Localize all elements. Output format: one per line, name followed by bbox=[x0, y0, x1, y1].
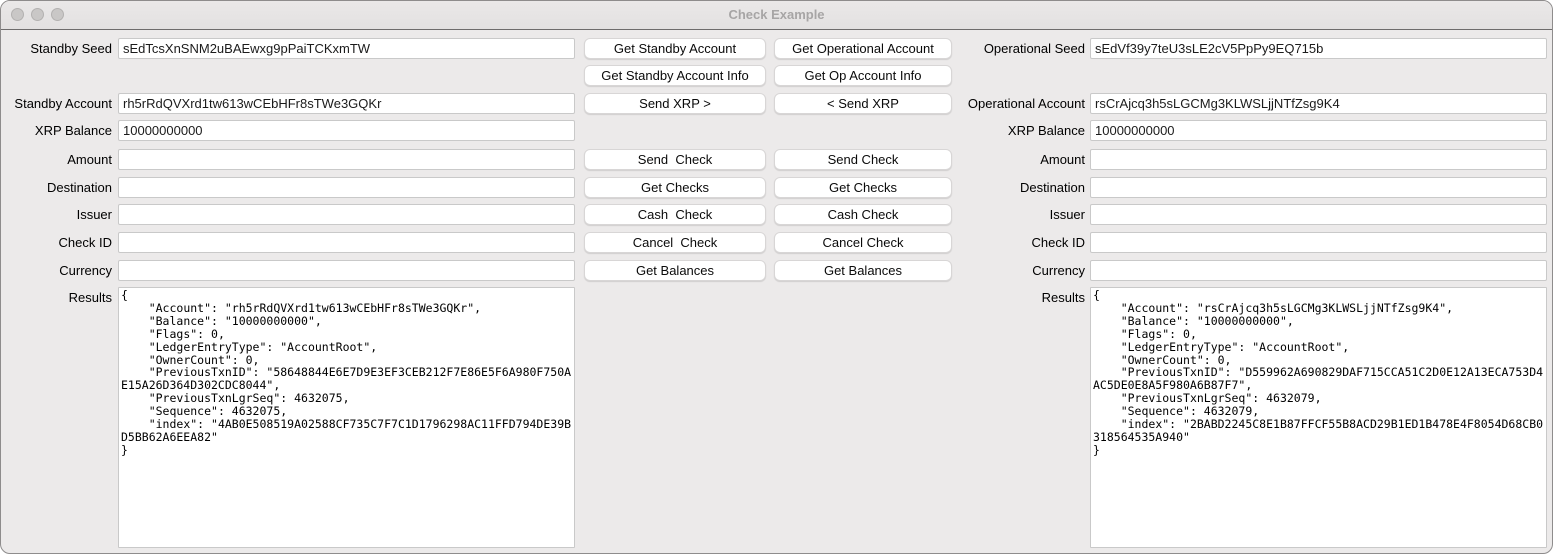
row-amount bbox=[1, 149, 1552, 170]
row-balance bbox=[1, 120, 1552, 141]
operational-amount-field[interactable] bbox=[1090, 149, 1547, 170]
operational-check-id-field[interactable] bbox=[1090, 232, 1547, 253]
standby-currency-field[interactable] bbox=[118, 260, 575, 281]
row-results bbox=[1, 287, 1552, 548]
operational-balance-field[interactable] bbox=[1090, 120, 1547, 141]
standby-check-id-label: Check ID bbox=[58, 235, 112, 250]
standby-destination-field[interactable] bbox=[118, 177, 575, 198]
operational-account-field[interactable] bbox=[1090, 93, 1547, 114]
row-destination bbox=[1, 177, 1552, 198]
operational-results-label: Results bbox=[1041, 290, 1085, 305]
operational-send-check-button[interactable]: Send Check bbox=[774, 149, 952, 170]
operational-seed-label: Operational Seed bbox=[983, 41, 1085, 56]
operational-seed-field[interactable] bbox=[1090, 38, 1547, 59]
operational-account-label: Operational Account bbox=[967, 96, 1085, 111]
standby-account-label: Standby Account bbox=[14, 96, 112, 111]
title-bar bbox=[1, 1, 1552, 30]
operational-cancel-check-button[interactable]: Cancel Check bbox=[774, 232, 952, 253]
operational-issuer-field[interactable] bbox=[1090, 204, 1547, 225]
send-xrp-right-button[interactable]: Send XRP > bbox=[584, 93, 766, 114]
operational-get-checks-button[interactable]: Get Checks bbox=[774, 177, 952, 198]
operational-cash-check-button[interactable]: Cash Check bbox=[774, 204, 952, 225]
operational-get-balances-button[interactable]: Get Balances bbox=[774, 260, 952, 281]
operational-destination-field[interactable] bbox=[1090, 177, 1547, 198]
get-standby-account-button[interactable]: Get Standby Account bbox=[584, 38, 766, 59]
standby-balance-field[interactable] bbox=[118, 120, 575, 141]
standby-results-label: Results bbox=[68, 290, 112, 305]
standby-seed-label: Standby Seed bbox=[30, 41, 112, 56]
operational-amount-label: Amount bbox=[1040, 152, 1085, 167]
row-account bbox=[1, 93, 1552, 114]
standby-results-area[interactable] bbox=[118, 287, 575, 548]
standby-issuer-label: Issuer bbox=[76, 207, 112, 222]
get-standby-account-info-button[interactable]: Get Standby Account Info bbox=[584, 65, 766, 86]
row-seed bbox=[1, 38, 1552, 59]
get-op-account-info-button[interactable]: Get Op Account Info bbox=[774, 65, 952, 86]
standby-get-balances-button[interactable]: Get Balances bbox=[584, 260, 766, 281]
standby-currency-label: Currency bbox=[59, 263, 112, 278]
standby-balance-label: XRP Balance bbox=[34, 123, 112, 138]
standby-amount-label: Amount bbox=[67, 152, 112, 167]
row-currency bbox=[1, 260, 1552, 281]
operational-destination-label: Destination bbox=[1019, 180, 1085, 195]
standby-get-checks-button[interactable]: Get Checks bbox=[584, 177, 766, 198]
operational-currency-field[interactable] bbox=[1090, 260, 1547, 281]
window-title: Check Example bbox=[728, 7, 825, 22]
standby-cash-check-button[interactable]: Cash Check bbox=[584, 204, 766, 225]
row-issuer bbox=[1, 204, 1552, 225]
operational-currency-label: Currency bbox=[1032, 263, 1085, 278]
standby-issuer-field[interactable] bbox=[118, 204, 575, 225]
operational-issuer-label: Issuer bbox=[1049, 207, 1085, 222]
operational-check-id-label: Check ID bbox=[1031, 235, 1085, 250]
standby-send-check-button[interactable]: Send Check bbox=[584, 149, 766, 170]
standby-destination-label: Destination bbox=[46, 180, 112, 195]
operational-results-area[interactable] bbox=[1090, 287, 1547, 548]
row-check-id bbox=[1, 232, 1552, 253]
form-content bbox=[1, 30, 1552, 553]
standby-account-field[interactable] bbox=[118, 93, 575, 114]
get-operational-account-button[interactable]: Get Operational Account bbox=[774, 38, 952, 59]
standby-amount-field[interactable] bbox=[118, 149, 575, 170]
operational-balance-label: XRP Balance bbox=[1007, 123, 1085, 138]
standby-cancel-check-button[interactable]: Cancel Check bbox=[584, 232, 766, 253]
send-xrp-left-button[interactable]: < Send XRP bbox=[774, 93, 952, 114]
standby-seed-field[interactable] bbox=[118, 38, 575, 59]
row-account-info bbox=[1, 65, 1552, 86]
standby-check-id-field[interactable] bbox=[118, 232, 575, 253]
